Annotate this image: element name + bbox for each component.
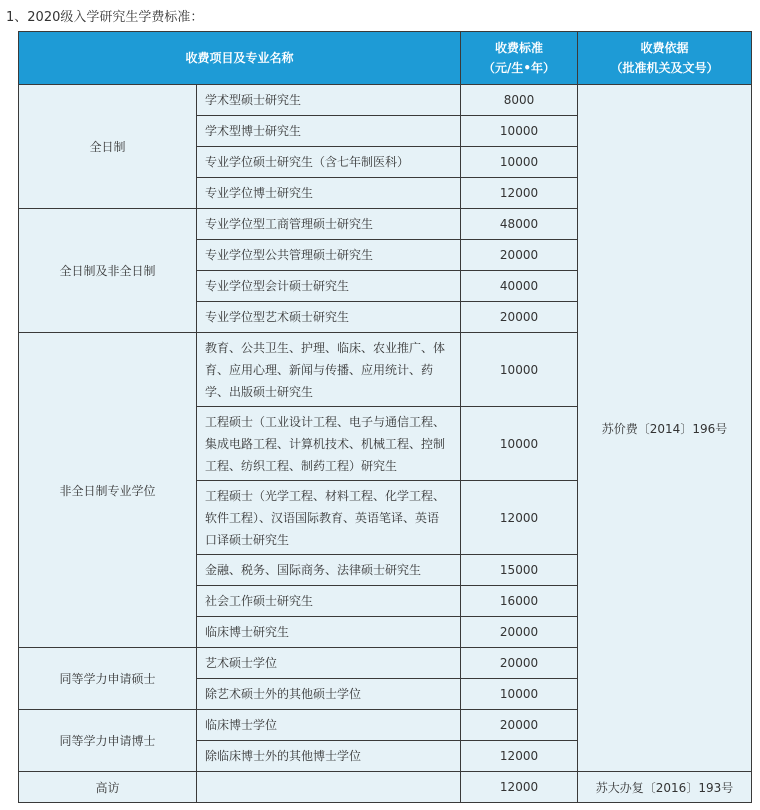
- header-basis-line1: 收费依据: [640, 41, 689, 55]
- program-name-cell: [197, 679, 461, 710]
- program-name-line: 集成电路工程、计算机技术、机械工程、控制: [205, 436, 446, 451]
- header-fee-basis: [578, 32, 752, 85]
- fee-value-cell: 12000: [461, 741, 578, 772]
- fee-value-cell: 10000: [461, 116, 578, 147]
- program-name-line: 专业学位硕士研究生（含七年制医科）: [205, 155, 410, 169]
- program-name-cell: [197, 178, 461, 209]
- category-cell: 全日制及非全日制: [19, 209, 197, 333]
- fee-value-cell: 15000: [461, 555, 578, 586]
- program-name-cell: [197, 240, 461, 271]
- fee-value-cell: 20000: [461, 648, 578, 679]
- fee-value-cell: 20000: [461, 617, 578, 648]
- fee-value-cell: 10000: [461, 679, 578, 710]
- fee-value-cell: 40000: [461, 271, 578, 302]
- fee-value-cell: 10000: [461, 333, 578, 407]
- category-cell: 同等学力申请博士: [19, 710, 197, 772]
- program-name-line: 临床博士研究生: [205, 625, 290, 639]
- fee-value-cell: 10000: [461, 147, 578, 178]
- program-name-cell: [197, 302, 461, 333]
- fee-value-cell: 10000: [461, 407, 578, 481]
- table-row-visiting: [19, 772, 752, 803]
- fee-value-cell: 20000: [461, 240, 578, 271]
- program-name-cell: [197, 648, 461, 679]
- program-name-line: 学术型硕士研究生: [205, 93, 302, 107]
- program-name-line: 专业学位型公共管理硕士研究生: [205, 248, 374, 262]
- category-cell: 非全日制专业学位: [19, 333, 197, 648]
- program-name-cell: [197, 555, 461, 586]
- fee-value-cell: 20000: [461, 302, 578, 333]
- category-cell: 全日制: [19, 85, 197, 209]
- visiting-fee-cell: 12000: [461, 772, 578, 803]
- visiting-basis-cell: 苏大办复〔2016〕193号: [578, 772, 752, 803]
- program-name-line: 学术型博士研究生: [205, 124, 302, 138]
- program-name-cell: [197, 617, 461, 648]
- program-name-cell: [197, 741, 461, 772]
- header-fee-line2: （元/生•年）: [482, 61, 556, 75]
- program-name-line: 社会工作硕士研究生: [205, 594, 314, 608]
- fee-value-cell: 12000: [461, 481, 578, 555]
- visiting-category-cell: 高访: [19, 772, 197, 803]
- program-name-cell: [197, 710, 461, 741]
- table-body: [19, 85, 752, 803]
- fee-value-cell: 48000: [461, 209, 578, 240]
- table-header-row: [19, 32, 752, 85]
- program-name-cell: [197, 116, 461, 147]
- program-name-cell: [197, 209, 461, 240]
- program-name-cell: [197, 481, 461, 555]
- table-row: [19, 85, 752, 116]
- program-name-line: 除艺术硕士外的其他硕士学位: [205, 687, 362, 701]
- program-name-line: 除临床博士外的其他博士学位: [205, 749, 362, 763]
- program-name-cell: [197, 407, 461, 481]
- program-name-line: 专业学位型工商管理硕士研究生: [205, 217, 374, 231]
- program-name-line: 临床博士学位: [205, 718, 278, 732]
- fee-basis-cell: 苏价费〔2014〕196号: [578, 85, 752, 772]
- program-name-line: 工程硕士（工业设计工程、电子与通信工程、: [205, 414, 446, 429]
- program-name-line: 专业学位型艺术硕士研究生: [205, 310, 350, 324]
- tuition-fee-table: [18, 31, 752, 803]
- program-name-cell: [197, 147, 461, 178]
- program-name-line: 艺术硕士学位: [205, 656, 278, 670]
- header-fee-line1: 收费标准: [495, 41, 544, 55]
- header-fee-standard: [461, 32, 578, 85]
- program-name-cell: [197, 586, 461, 617]
- program-name-cell: [197, 271, 461, 302]
- category-cell: 同等学力申请硕士: [19, 648, 197, 710]
- program-name-line: 软件工程）、汉语国际教育、英语笔译、英语: [205, 510, 440, 525]
- fee-value-cell: 20000: [461, 710, 578, 741]
- fee-value-cell: 12000: [461, 178, 578, 209]
- fee-value-cell: 8000: [461, 85, 578, 116]
- program-name-cell: [197, 333, 461, 407]
- program-name-line: 口译硕士研究生: [205, 532, 290, 547]
- program-name-line: 专业学位博士研究生: [205, 186, 314, 200]
- program-name-line: 金融、税务、国际商务、法律硕士研究生: [205, 563, 422, 577]
- program-name-line: 工程硕士（光学工程、材料工程、化学工程、: [205, 488, 446, 503]
- fee-value-cell: 16000: [461, 586, 578, 617]
- program-name-line: 专业学位型会计硕士研究生: [205, 279, 350, 293]
- program-name-line: 育、应用心理、新闻与传播、应用统计、药: [205, 362, 434, 377]
- page-title: 1、2020级入学研究生学费标准：: [6, 10, 204, 25]
- header-basis-line2: （批准机关及文号）: [610, 61, 719, 75]
- program-name-cell: [197, 85, 461, 116]
- program-name-line: 教育、公共卫生、护理、临床、农业推广、体: [205, 340, 446, 355]
- header-item-name: 收费项目及专业名称: [19, 32, 461, 85]
- visiting-item-cell: [197, 772, 461, 803]
- program-name-line: 工程、纺织工程、制药工程）研究生: [205, 458, 398, 473]
- program-name-line: 学、出版硕士研究生: [205, 384, 314, 399]
